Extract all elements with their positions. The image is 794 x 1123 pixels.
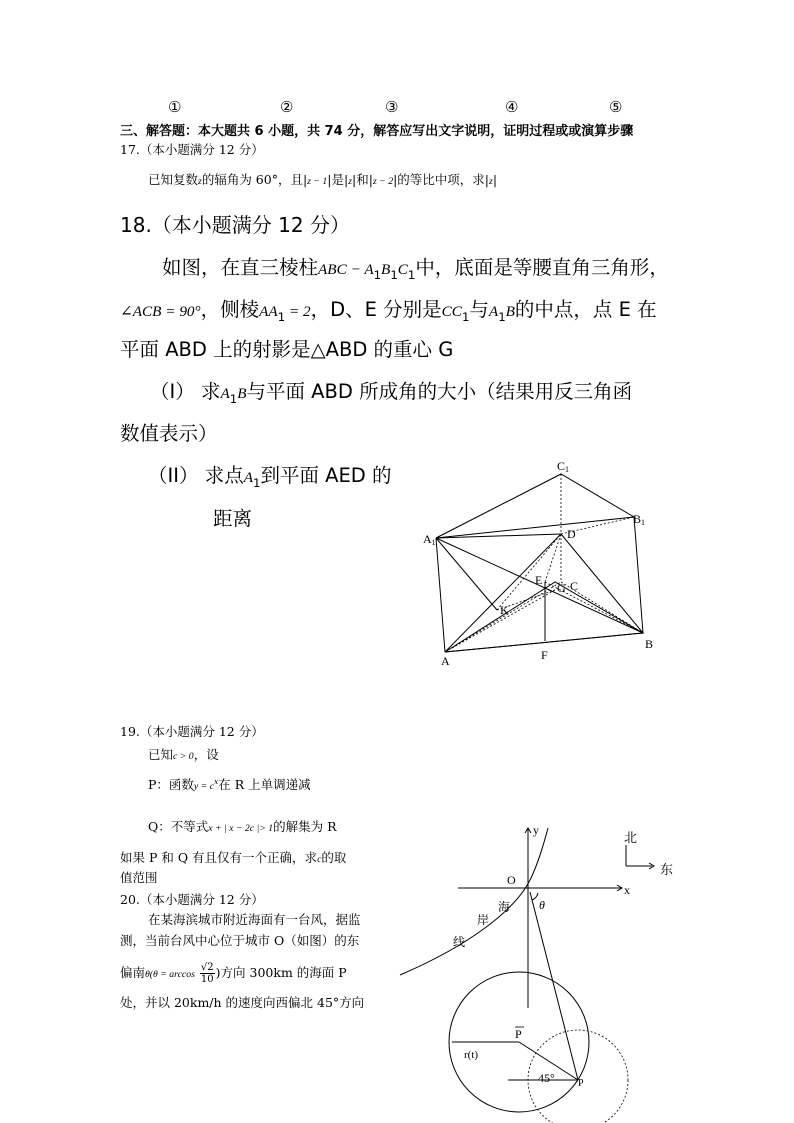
q19-line2: P：函数$y = c^x$在 R 上单调递减: [148, 776, 311, 792]
q17-text: 已知复数z的辐角为 60°，且|z − 1|是|z|和|z − 2|的等比中项，求|z|: [148, 172, 498, 187]
label-rt: r(t): [464, 1049, 479, 1061]
label-c1: C1: [557, 459, 570, 474]
section-header: 三、解答题：本大题共 6 小题，共 74 分，解答应写出文字说明，证明过程或或演算步骤: [120, 124, 634, 139]
label-east: 东: [660, 863, 674, 878]
label-k: K: [500, 603, 509, 617]
label-c: C: [570, 579, 579, 593]
q19-line1: 已知c > 0，设: [148, 747, 219, 762]
q20-header: 20.（本小题满分 12 分）: [120, 892, 264, 907]
q18-part2: （II） 求点$A_1$到平面 AED 的: [148, 464, 392, 490]
choice-1: ①: [168, 98, 182, 116]
coastline: [400, 828, 548, 975]
line-a-d: [445, 534, 561, 652]
q18-part2-cont: 距离: [213, 507, 253, 530]
edge-a1-a: [436, 538, 445, 652]
label-45: 45°: [538, 1071, 555, 1085]
q19-header: 19.（本小题满分 12 分）: [120, 724, 264, 739]
label-e: E: [535, 573, 543, 587]
edge-b1-b: [634, 517, 643, 633]
q20-line2: 测，当前台风中心位于城市 O（如图）的东: [120, 933, 360, 948]
q19-line3: Q：不等式x + | x − 2c |> 1的解集为 R: [148, 819, 337, 834]
q18-header: 18.（本小题满分 12 分）: [120, 213, 350, 237]
label-f: F: [541, 648, 548, 662]
q19-line4: 如果 P 和 Q 有且仅有一个正确，求c的取: [120, 850, 347, 865]
label-theta: θ: [539, 898, 545, 912]
label-p: P: [578, 1078, 584, 1089]
label-an: 岸: [477, 913, 490, 927]
q20-line1: 在某海滨城市附近海面有一台风，据监: [148, 912, 361, 927]
theta-arc: [532, 893, 538, 900]
q20-line4: 处，并以 20km/h 的速度向西偏北 45°方向: [120, 995, 365, 1010]
q18-part1: （I） 求$A_1B$与平面 ABD 所成角的大小（结果用反三角函: [150, 380, 633, 406]
label-x: x: [624, 883, 630, 897]
bottom-triangle-edges: [445, 582, 643, 652]
label-xian: 线: [453, 935, 466, 949]
dashed-e-d: [545, 534, 561, 582]
label-g: G: [557, 581, 566, 595]
label-b1: B1: [633, 512, 646, 527]
typhoon-figure: [390, 815, 690, 1123]
q18-line3: 平面 ABD 上的射影是△ABD 的重心 G: [120, 338, 454, 361]
q20-line3: 偏南θ(θ = arccos $\frac{√2}{10}$ )方向 300km 的海面 P: [120, 962, 347, 985]
frac-denominator: 10: [200, 974, 214, 985]
choice-4: ④: [505, 98, 519, 116]
q18-line2: ∠ACB = 90°，侧棱$AA_1 = 2$，D、E 分别是$CC_1$与$A_1B$的中点，点 E 在: [120, 298, 657, 324]
q17-header: 17.（本小题满分 12 分）: [120, 142, 264, 157]
q18-part1-cont: 数值表示）: [120, 422, 218, 445]
choice-3: ③: [385, 98, 399, 116]
q18-line1: 如图，在直三棱柱ABC − $A_1B_1C_1$中，底面是等腰直角三角形，: [162, 256, 669, 282]
q19-line5: 值范围: [120, 870, 158, 885]
label-d: D: [567, 527, 576, 541]
label-o: O: [507, 873, 516, 887]
prism-figure: [410, 455, 670, 670]
label-a: A: [441, 654, 450, 668]
choice-2: ②: [280, 98, 294, 116]
frac-numerator: √2: [200, 962, 214, 973]
label-hai: 海: [498, 900, 511, 914]
line-o-p: [530, 892, 578, 1080]
top-triangle-edges: [436, 474, 634, 538]
label-north: 北: [624, 831, 638, 846]
label-b: B: [645, 637, 654, 651]
label-y: y: [533, 823, 539, 837]
line-a1-k: [436, 538, 497, 610]
label-pbar: P: [515, 1027, 522, 1041]
choice-5: ⑤: [609, 98, 623, 116]
label-a1: A1: [423, 532, 436, 547]
